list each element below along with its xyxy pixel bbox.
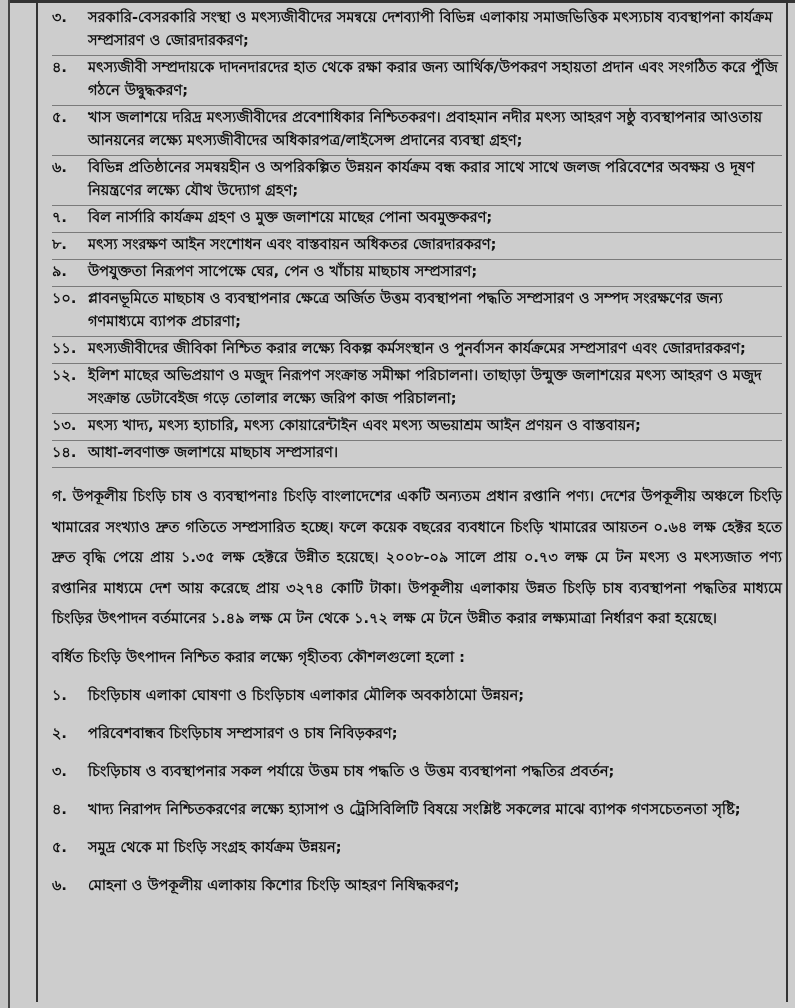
list-item-text: খাস জলাশয়ে দরিদ্র মৎস্যজীবীদের প্রবেশাধিকার নিশ্চিতকরণ। প্রবাহমান নদীর মৎস্য আহরণ সষ্ঠু ব্যবস্থাপনার আওতায় আনয়নের লক্ষ্যে মৎস্যজীবীদের অধিকারপত্র/লাইসেন্স প্রদানের ব্যবস্থা গ্রহণ; — [88, 110, 762, 149]
list-item-text: মৎস্যজীবীদের জীবিকা নিশ্চিত করার লক্ষ্যে বিকল্প কর্মসংস্থান ও পুনর্বাসন কার্যক্রমের সম্প্রসারণ এবং জোরদারকরণ; — [88, 341, 746, 357]
list-item-text: মোহনা ও উপকূলীয় এলাকায় কিশোর চিংড়ি আহরণ নিষিদ্ধকরণ; — [88, 877, 460, 894]
list-item-text: উপযুক্ততা নিরূপণ সাপেক্ষে ঘের, পেন ও খাঁচায় মাছচাষ সম্প্রসারণ; — [88, 264, 478, 280]
list-item-text: মৎস্য সংরক্ষণ আইন সংশোধন এবং বাস্তবায়ন অধিকতর জোরদারকরণ; — [88, 237, 497, 253]
list-item-text: চিংড়িচাষ এলাকা ঘোষণা ও চিংড়িচাষ এলাকার মৌলিক অবকাঠামো উন্নয়ন; — [88, 687, 525, 704]
list-item-number: ২. — [52, 725, 67, 742]
strategy-list-b — [52, 678, 782, 906]
list-item-number: ৭. — [52, 210, 67, 226]
list-item — [52, 754, 782, 792]
list-item-text: আধা-লবণাক্ত জলাশয়ে মাছচাষ সম্প্রসারণ। — [88, 445, 339, 461]
list-item — [52, 364, 782, 414]
list-item — [52, 441, 782, 468]
list-item-number: ৮. — [52, 237, 67, 253]
list-item — [52, 678, 782, 716]
section-g-heading: গ. উপকূলীয় চিংড়ি চাষ ও ব্যবস্থাপনাঃ — [52, 489, 279, 505]
list-item-number: ৬. — [52, 160, 67, 176]
strategy-list-a — [52, 6, 782, 468]
list-item-text: পরিবেশবান্ধব চিংড়িচাষ সম্প্রসারণ ও চাষ নিবিড়করণ; — [88, 725, 398, 742]
list-item-number: ১৪. — [52, 445, 77, 461]
list-item — [52, 716, 782, 754]
list-item-text: সমুদ্র থেকে মা চিংড়ি সংগ্রহ কার্যক্রম উন্নয়ন; — [88, 839, 342, 856]
list-item-number: ৯. — [52, 264, 67, 280]
list-item-text: ইলিশ মাছের অভিপ্রয়াণ ও মজুদ নিরূপণ সংক্রান্ত সমীক্ষা পরিচালনা। তাছাড়া উন্মুক্ত জলাশয়ের মৎস্য আহরণ ও মজুদ সংক্রান্ত ডেটাবেইজ গড়ে তোলার লক্ষ্যে জরিপ কাজ পরিচালনা; — [88, 368, 762, 407]
list-item-text: মৎস্যজীবী সম্প্রদায়কে দাদনদারদের হাত থেকে রক্ষা করার জন্য আর্থিক/উপকরণ সহায়তা প্রদান এবং সংগঠিত করে পুঁজি গঠনে উদ্বুদ্ধকরণ; — [88, 60, 778, 99]
list-item-text: প্লাবনভূমিতে মাছচাষ ও ব্যবস্থাপনার ক্ষেত্রে অর্জিত উত্তম ব্যবস্থাপনা পদ্ধতি সম্প্রসারণ ও সম্পদ সংরক্ষণের জন্য গণমাধ্যমে ব্যাপক প্রচারণা; — [88, 291, 723, 330]
list-item-text: খাদ্য নিরাপদ নিশ্চিতকরণের লক্ষ্যে হ্যাসাপ ও ট্রেসিবিলিটি বিষয়ে সংশ্লিষ্ট সকলের মাঝে ব্যাপক গণসচেতনতা সৃষ্টি; — [88, 801, 741, 818]
list-item — [52, 156, 782, 206]
list-item-number: ৩. — [52, 763, 67, 780]
list-item-text: সরকারি-বেসরকারি সংস্থা ও মৎস্যজীবীদের সমন্বয়ে দেশব্যাপী বিভিন্ন এলাকায় সমাজভিত্তিক মৎস্যচাষ ব্যবস্থাপনা কার্যক্রম সম্প্রসারণ ও জোরদারকরণ; — [88, 10, 773, 49]
list-item — [52, 106, 782, 156]
list-item-number: ১১. — [52, 341, 77, 357]
list-item — [52, 206, 782, 233]
list-item-number: ১. — [52, 687, 67, 704]
list-item — [52, 414, 782, 441]
list-item-number: ৫. — [52, 839, 67, 856]
list-item — [52, 233, 782, 260]
list-item-text: বিভিন্ন প্রতিষ্ঠানের সমন্বয়হীন ও অপরিকল্পিত উন্নয়ন কার্যক্রম বন্ধ করার সাথে সাথে জলজ পরিবেশের অবক্ষয় ও দূষণ নিয়ন্ত্রণের লক্ষ্যে যৌথ উদ্যোগ গ্রহণ; — [88, 160, 755, 199]
list-item-number: ৫. — [52, 110, 67, 126]
list-item — [52, 56, 782, 106]
section-g-body: চিংড়ি বাংলাদেশের একটি অন্যতম প্রধান রপ্তানি পণ্য। দেশের উপকূলীয় অঞ্চলে চিংড়ি খামারের সংখ্যাও দ্রুত গতিতে সম্প্রসারিত হচ্ছে। ফলে কয়েক বছরের ব্যবধানে চিংড়ি খামারের আয়তন ০.৬৪ লক্ষ হেক্টর হতে দ্রুত বৃদ্ধি পেয়ে প্রায় ১.৩৫ লক্ষ হেক্টরে উন্নীত হয়েছে। ২০০৮-০৯ সালে প্রায় ০.৭৩ লক্ষ মে টন মৎস্য ও মৎস্যজাত পণ্য রপ্তানির মাধ্যমে দেশ আয় করেছে প্রায় ৩২৭৪ কোটি টাকা। উপকূলীয় এলাকায় উন্নত চিংড়ি চাষ ব্যবস্থাপনা পদ্ধতির মাধ্যমে চিংড়ির উৎপাদন বর্তমানের ১.৪৯ লক্ষ মে টন থেকে ১.৭২ লক্ষ মে টনে উন্নীত করার লক্ষ্যমাত্রা নির্ধারণ করা হয়েছে। — [52, 489, 782, 627]
list-item-number: ১২. — [52, 368, 77, 384]
list-item — [52, 6, 782, 56]
list-item-text: বিল নার্সারি কার্যক্রম গ্রহণ ও মুক্ত জলাশয়ে মাছের পোনা অবমুক্তকরণ; — [88, 210, 493, 226]
list-item — [52, 792, 782, 830]
list-item — [52, 868, 782, 906]
section-g-paragraph — [52, 482, 782, 635]
list-item-number: ৬. — [52, 877, 67, 894]
document-content — [52, 6, 782, 906]
list-item-text: চিংড়িচাষ ও ব্যবস্থাপনার সকল পর্যায়ে উত্তম চাষ পদ্ধতি ও উত্তম ব্যবস্থাপনা পদ্ধতির প্রবর্তন; — [88, 763, 615, 780]
list-item — [52, 337, 782, 364]
left-column-edge — [0, 0, 10, 1008]
list-item-number: ১০. — [52, 291, 77, 307]
strategies-intro: বর্ধিত চিংড়ি উৎপাদন নিশ্চিত করার লক্ষ্যে গৃহীতব্য কৌশলগুলো হলো : — [52, 649, 465, 666]
list-item-text: মৎস্য খাদ্য, মৎস্য হ্যাচারি, মৎস্য কোয়ারেন্টাইন এবং মৎস্য অভয়াশ্রম আইন প্রণয়ন ও বাস্তবায়ন; — [88, 418, 641, 434]
list-item-number: ৪. — [52, 60, 67, 76]
list-item — [52, 830, 782, 868]
list-item-number: ১৩. — [52, 418, 77, 434]
list-item-number: ৩. — [52, 10, 67, 26]
list-item — [52, 287, 782, 337]
list-item — [52, 260, 782, 287]
list-item-number: ৪. — [52, 801, 67, 818]
